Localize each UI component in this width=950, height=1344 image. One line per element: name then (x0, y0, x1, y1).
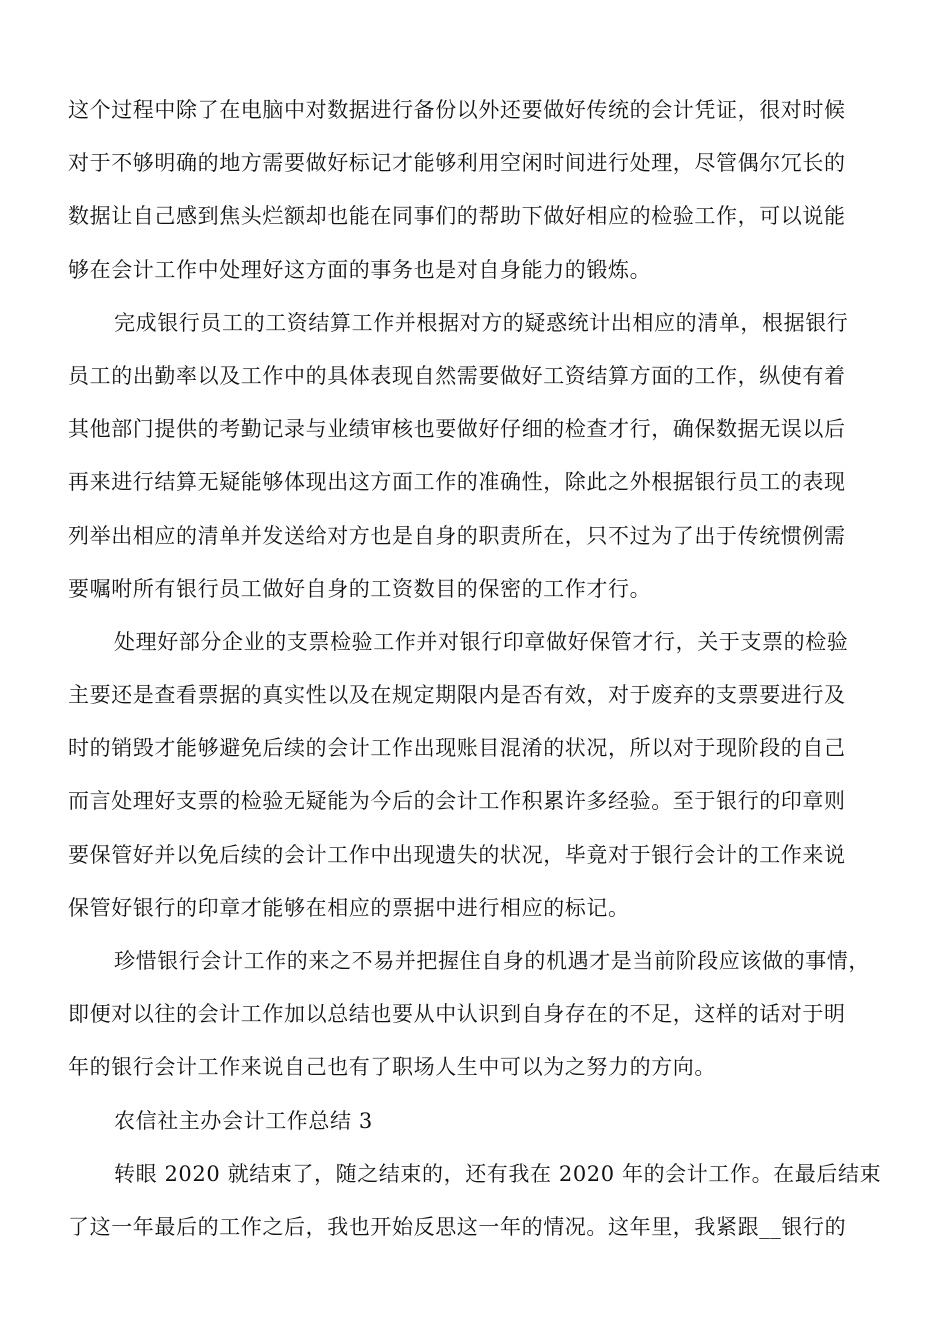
document-body (68, 88, 882, 1258)
text-line: 够在会计工作中处理好这方面的事务也是对自身能力的锻炼。 (68, 257, 652, 282)
text-line: 数据让自己感到焦头烂额却也能在同事们的帮助下做好相应的检验工作，可以说能 (68, 204, 846, 229)
text-line: 对于不够明确的地方需要做好标记才能够利用空闲时间进行处理，尽管偶尔冗长的 (68, 151, 846, 176)
text-line: 再来进行结算无疑能够体现出这方面工作的准确性，除此之外根据银行员工的表现 (68, 470, 846, 495)
text-line: 处理好部分企业的支票检验工作并对银行印章做好保管才行，关于支票的检验 (114, 629, 849, 654)
text-line: 其他部门提供的考勤记录与业绩审核也要做好仔细的检查才行，确保数据无误以后 (68, 417, 846, 442)
text-line: 员工的出勤率以及工作中的具体表现自然需要做好工资结算方面的工作，纵使有着 (68, 363, 846, 388)
text-line: 这个过程中除了在电脑中对数据进行备份以外还要做好传统的会计凭证，很对时候 (68, 98, 846, 122)
text-line: 转眼 2020 就结束了，随之结束的，还有我在 2020 年的会计工作。在最后结束 (114, 1161, 882, 1186)
paragraph-cheque-seal (68, 620, 882, 939)
paragraph-backup-vouchers (68, 88, 882, 301)
section-heading (68, 1099, 882, 1152)
text-line: 了这一年最后的工作之后，我也开始反思这一年的情况。这年里，我紧跟__银行的 (68, 1214, 847, 1239)
text-line: 要保管好并以免后续的会计工作中出现遗失的状况，毕竟对于银行会计的工作来说 (68, 842, 846, 867)
paragraph-year-end (68, 1152, 882, 1258)
text-line: 珍惜银行会计工作的来之不易并把握住自身的机遇才是当前阶段应该做的事情， (114, 949, 870, 973)
text-line: 列举出相应的清单并发送给对方也是自身的职责所在，只不过为了出于传统惯例需 (68, 523, 846, 548)
text-line: 而言处理好支票的检验无疑能为今后的会计工作积累许多经验。至于银行的印章则 (68, 789, 846, 814)
paragraph-cherish-opportunity (68, 939, 882, 1099)
text-line: 要嘱咐所有银行员工做好自身的工资数目的保密的工作才行。 (68, 576, 652, 601)
text-line: 主要还是查看票据的真实性以及在规定期限内是否有效，对于废弃的支票要进行及 (68, 683, 846, 708)
text-line: 即便对以往的会计工作加以总结也要从中认识到自身存在的不足，这样的话对于明 (68, 1002, 846, 1027)
text-line: 保管好银行的印章才能够在相应的票据中进行相应的标记。 (68, 895, 630, 920)
text-line: 完成银行员工的工资结算工作并根据对方的疑惑统计出相应的清单，根据银行 (114, 310, 849, 335)
text-line: 年的银行会计工作来说自己也有了职场人生中可以为之努力的方向。 (68, 1055, 716, 1080)
text-line: 时的销毁才能够避免后续的会计工作出现账目混淆的状况，所以对于现阶段的自己 (68, 736, 846, 761)
heading-line: 农信社主办会计工作总结 3 (114, 1108, 373, 1133)
paragraph-salary-settlement (68, 301, 882, 620)
